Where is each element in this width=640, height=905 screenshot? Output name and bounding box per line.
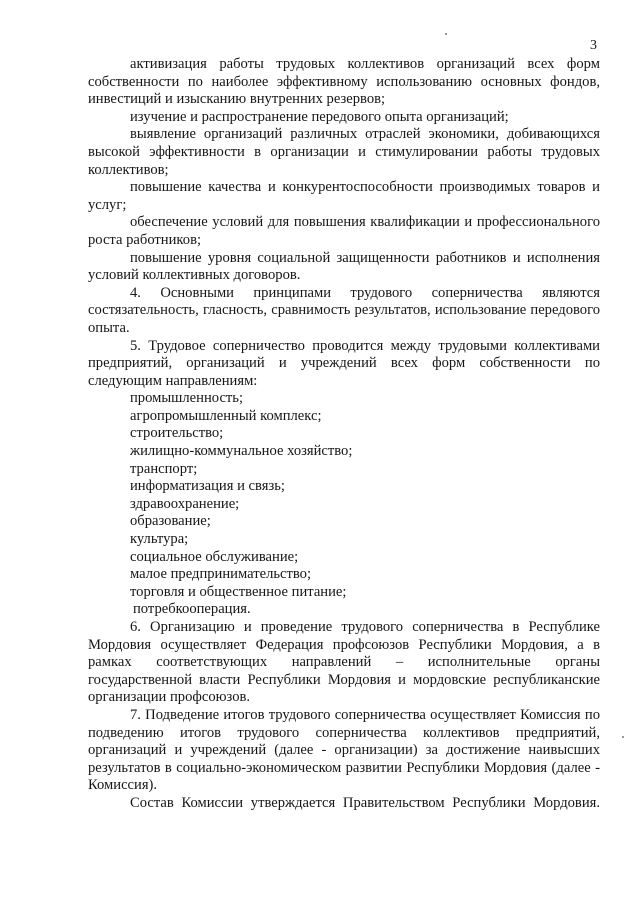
section-7-commission: 7. Подведение итогов трудового соперничества осуществляет Комиссия по подведению итогов трудового соперничества коллективов предприятий, организаций и учреждений (далее - организации) за достижение наивысших результатов в социально-экономическом развитии Республики Мордовия (далее - Комиссия). bbox=[88, 706, 600, 794]
goal-item: изучение и распространение передового опыта организаций; bbox=[130, 108, 509, 125]
direction-item: образование; bbox=[130, 513, 211, 530]
direction-item: малое предпринимательство; bbox=[130, 566, 312, 583]
goal-item: обеспечение условий для повышения квалификации и профессионального роста работников; bbox=[88, 214, 600, 248]
directions-list bbox=[88, 390, 600, 619]
section-4-principles: 4. Основными принципами трудового соперничества являются состязательность, гласность, сравнимость результатов, использование передового опыта. bbox=[88, 284, 600, 336]
direction-item: строительство; bbox=[130, 425, 224, 442]
direction-item: здравоохранение; bbox=[130, 495, 240, 512]
commission-composition: Состав Комиссии утверждается Правительством Республики Мордовия. bbox=[130, 794, 600, 811]
page-number: 3 bbox=[590, 38, 597, 53]
direction-item: торговля и общественное питание; bbox=[130, 583, 347, 600]
scan-speck bbox=[445, 33, 447, 35]
direction-item: транспорт; bbox=[130, 460, 198, 477]
section-5-intro: 5. Трудовое соперничество проводится между трудовыми коллективами предприятий, организаций и учреждений всех форм собственности по следующим направлениям: bbox=[88, 337, 600, 389]
direction-item: информатизация и связь; bbox=[130, 478, 285, 495]
direction-item: культура; bbox=[130, 531, 189, 548]
goal-item: повышение качества и конкурентоспособности производимых товаров и услуг; bbox=[88, 179, 600, 213]
goal-item: повышение уровня социальной защищенности работников и исполнения условий коллективных договоров. bbox=[88, 249, 600, 284]
direction-item: агропромышленный комплекс; bbox=[130, 407, 322, 424]
direction-item: потребкооперация. bbox=[133, 601, 251, 618]
scan-speck bbox=[622, 736, 624, 738]
goal-item: активизация работы трудовых коллективов организаций всех форм собственности по наиболее эффективному использованию основных фондов, инвестиций и изысканию внутренних резервов; bbox=[88, 56, 600, 108]
goal-item: выявление организаций различных отраслей экономики, добивающихся высокой эффективности в организации и стимулировании работы трудовых коллективов; bbox=[88, 126, 600, 178]
document-body bbox=[88, 56, 600, 813]
section-6-organization: 6. Организацию и проведение трудового соперничества в Республике Мордовия осуществляет Федерация профсоюзов Республики Мордовия, а в рамках соответствующих направлений – исполнительные органы государственной власти Республики Мордовия и мордовские республиканские организации профсоюзов. bbox=[88, 619, 600, 706]
direction-item: социальное обслуживание; bbox=[130, 548, 299, 565]
direction-item: промышленность; bbox=[130, 390, 244, 407]
direction-item: жилищно-коммунальное хозяйство; bbox=[130, 443, 353, 460]
